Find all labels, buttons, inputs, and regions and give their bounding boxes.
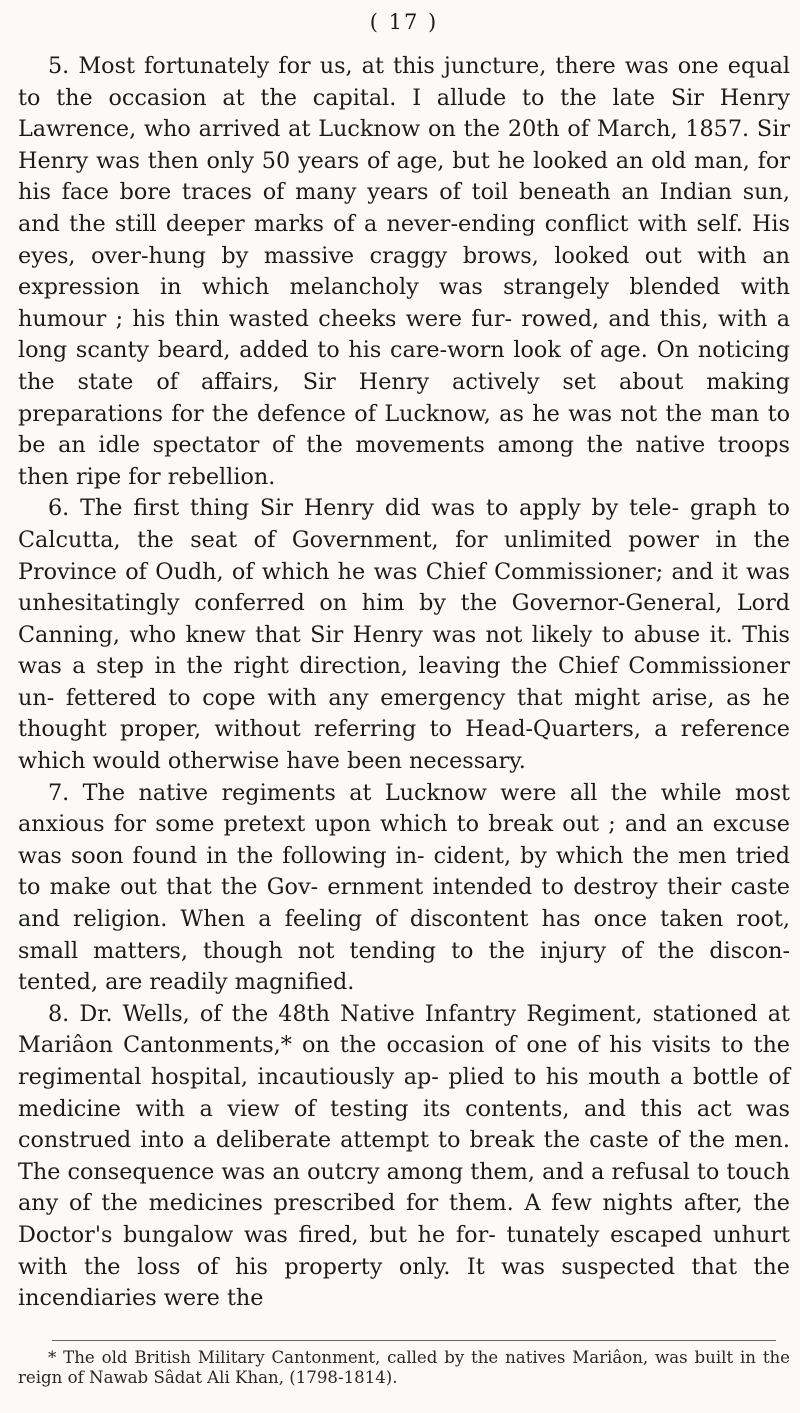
footnote-divider [52,1340,776,1341]
paragraph-8: 8. Dr. Wells, of the 48th Native Infantry Regiment, stationed at Mariâon Cantonments,* on the occasion of one of his visits to the regimental hospital, incautiously ap- plied to his mouth a bottle of medicine with a view of testing its contents, and this act was construed into a deliberate attempt to break the caste of the men. The consequence was an outcry among them, and a refusal to touch any of the medicines prescribed for them. A few nights after, the Doctor's bungalow was fired, but he for- tunately escaped unhurt with the loss of his property only. It was suspected that the incendiaries were the [18,1000,790,1312]
paragraph-7: 7. The native regiments at Lucknow were all the while most anxious for some pretext upon which to break out ; and an excuse was soon found in the following in- cident, by which the men tried to make out that the Gov- ernment intended to destroy their caste and religion. When a feeling of discontent has once taken root, small matters, though not tending to the injury of the discon- tented, are readily magnified. [18,779,790,996]
footnote: * The old British Military Cantonment, called by the natives Mariâon, was built in the reign of Nawab Sâdat Ali Khan, (1798-1814). [18,1348,790,1387]
paragraph-5: 5. Most fortunately for us, at this juncture, there was one equal to the occasion at the capital. I allude to the late Sir Henry Lawrence, who arrived at Lucknow on the 20th of March, 1857. Sir Henry was then only 50 years of age, but he looked an old man, for his face bore traces of many years of toil beneath an Indian sun, and the still deeper marks of a never-ending conflict with self. His eyes, over-hung by massive craggy brows, looked out with an expression in which melancholy was strangely blended with humour ; his thin wasted cheeks were fur- rowed, and this, with a long scanty beard, added to his care-worn look of age. On noticing the state of affairs, Sir Henry actively set about making preparations for the defence of Lucknow, as he was not the man to be an idle spectator of the movements among the native troops then ripe for rebellion. [18,53,790,490]
book-page [18,0,790,1413]
page-number: ( 17 ) [369,10,439,34]
body-text [18,51,790,1315]
paragraph-6: 6. The first thing Sir Henry did was to apply by tele- graph to Calcutta, the seat of Government, for unlimited power in the Province of Oudh, of which he was Chief Commissioner; and it was unhesitatingly conferred on him by the Governor-General, Lord Canning, who knew that Sir Henry was not likely to abuse it. This was a step in the right direction, leaving the Chief Commissioner un- fettered to cope with any emergency that might arise, as he thought proper, without referring to Head-Quarters, a reference which would otherwise have been necessary. [18,495,790,775]
